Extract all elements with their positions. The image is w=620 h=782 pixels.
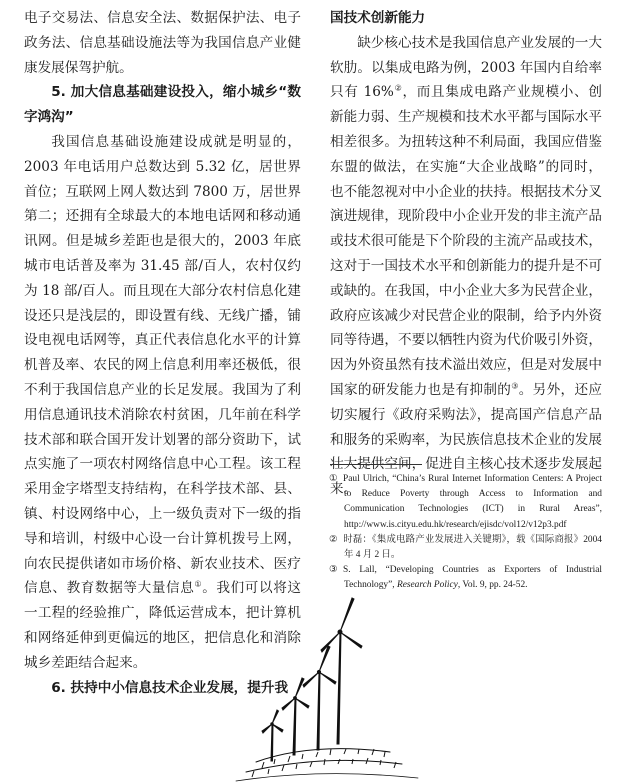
turbine-2-blade-c xyxy=(319,672,336,684)
paragraph-core-technology-text-end: 。另外，还应切实履行《政府采购法》，提高国产信息产品和服务的采购率，为民族信息技术企业的发展壮大提供空间，促进自主核心技术逐步发展起来。 xyxy=(330,381,603,498)
turbine-2-tower xyxy=(317,672,320,750)
turbine-1-blade-b xyxy=(321,632,340,652)
footnote-1 xyxy=(330,472,602,533)
turbine-3-tower xyxy=(293,698,296,755)
paragraph-infrastructure-text-end: 。我们可以将这一工程的经验推广，降低运营成本，把计算机和网络延伸到更偏远的地区，把信息化和消除城乡差距结合起来。 xyxy=(24,580,302,671)
turbine-3-blade-a xyxy=(295,678,304,698)
footnotes xyxy=(330,472,602,594)
section-heading-6-continued: 国技术创新能力 xyxy=(330,10,426,26)
wind-turbines xyxy=(262,598,362,761)
paragraph-core-technology-text: 缺少核心技术是我国信息产业发展的一大软肋。以集成电路为例，2003 年国内自给率只有 16% xyxy=(330,34,602,101)
section-heading-5: 5. 加大信息基础建设投入，缩小城乡“数字鸿沟” xyxy=(24,84,301,126)
turbine-3-hub xyxy=(294,697,297,700)
turbine-3-blade-c xyxy=(295,698,309,708)
hill-contour-1 xyxy=(256,749,390,762)
footnote-3-number: ③ xyxy=(329,565,338,576)
grass-lines xyxy=(252,749,396,777)
grass-strokes xyxy=(252,749,396,777)
footnote-ref-3[interactable]: ③ xyxy=(511,381,519,391)
footnote-3 xyxy=(330,563,602,593)
turbine-2-blade-b xyxy=(303,672,319,687)
footnote-2 xyxy=(330,533,602,563)
wind-turbine-1 xyxy=(321,598,362,744)
paragraph-core-technology xyxy=(330,31,602,502)
wind-turbine-4 xyxy=(262,710,283,761)
footnote-3-pages: , Vol. 9, pp. 24-52. xyxy=(457,580,528,591)
footnote-2-title: 《集成电路产业发展进入关键期》 xyxy=(372,534,507,545)
turbine-4-blade-c xyxy=(272,724,283,732)
turbine-3-blade-b xyxy=(282,698,295,710)
footnote-1-number: ① xyxy=(329,474,338,484)
turbine-4-blade-b xyxy=(262,724,272,733)
footnote-1-text: Paul Ulrich, “China’s Rural Internet Information Centers: A Project to Reduce Poverty through Access to Information and Communication Technologies (ICT) in Rural Areas”, http://www.is.cityu.edu.hk/research/ejisdc/vol12/v12p3.pdf xyxy=(343,474,602,530)
footnote-ref-2[interactable]: ② xyxy=(393,83,403,93)
right-column xyxy=(330,6,602,502)
turbine-4-hub xyxy=(271,723,273,725)
turbine-1-blade-a xyxy=(340,598,354,632)
turbine-1-hub xyxy=(338,630,342,634)
footnote-separator xyxy=(330,464,422,465)
footnote-2-source: ，载《国际商报》2004 年 4 月 2 日。 xyxy=(344,534,602,561)
paragraph-intro: 电子交易法、信息安全法、数据保护法、电子政务法、信息基础设施法等为我国信息产业健康发展保驾护航。 xyxy=(24,10,301,76)
turbine-4-blade-a xyxy=(272,710,279,724)
paragraph-infrastructure-text: 我国信息基础设施建设成就是明显的，2003 年电话用户总数达到 5.32 亿，居世界首位；互联网上网人数达到 7800 万，居世界第二；还拥有全球最大的本地电话网和移动通讯网。但是城乡差距也是很大的，2003 年底城市电话普及率为 31.45 部/百人，农村仅约为 18 部/百人。而且现在大部分农村信息化建设还只是浅层的，即设置有线、无线广播，铺设电视电话网等，真正代表信息化水平的计算机普及率、农民的网上信息利用率还极低，很不利于我国信息产业的长足发展。我国为了利用信息通讯技术消除农村贫困，几年前在科学技术部和联合国开发计划署的部分资助下，试点实施了一项农村网络信息中心工程。该工程采用金字塔型支持结构，在科学技术部、县、镇、村设网络中心，上一级负责对下一级的指导和培训，村级中心设一台计算机拨号上网，向农民提供诸如市场价格、新农业技术、医疗信息、教育数据等大量信息 xyxy=(24,133,301,597)
turbine-4-tower xyxy=(271,724,273,761)
turbine-1-tower xyxy=(337,632,341,744)
wind-turbine-3 xyxy=(282,678,309,755)
footnote-2-author: 时磊： xyxy=(343,534,372,545)
wind-turbine-2 xyxy=(303,646,336,750)
hill-contour-3 xyxy=(236,774,418,781)
paragraph-core-technology-text-mid: ，而且集成电路产业规模小、创新能力弱、生产规模和技术水平都与国际水平相差很多。为扭转这种不利局面，我国应借鉴东盟的做法，在实施“大企业战略”的同时，也不能忽视对中小企业的扶持。根据技术分叉演进规律，现阶段中小企业开发的非主流产品或技术很可能是下个阶段的主流产品或技术，这对于一国技术水平和创新能力的提升是不可或缺的。在我国，中小企业大多为民营企业，政府应该减少对民营企业的限制，给予内外资同等待遇，不要以牺牲内资为代价吸引外资，因为外资虽然有技术溢出效应，但是对发展中国家的研发能力也是有抑制的 xyxy=(330,84,602,398)
footnote-2-number: ② xyxy=(329,534,338,545)
turbine-2-hub xyxy=(317,670,320,673)
wind-turbine-illustration xyxy=(222,592,422,782)
footnote-3-author: S. Lall, “Developing Countries as Exporters of Industrial Technology”, xyxy=(343,565,602,591)
footnote-3-journal: Research Policy xyxy=(396,580,458,591)
turbine-1-blade-c xyxy=(340,632,362,648)
footnote-ref-1[interactable]: ① xyxy=(194,579,203,589)
section-heading-6: 6. 扶持中小信息技术企业发展，提升我 xyxy=(51,679,289,696)
